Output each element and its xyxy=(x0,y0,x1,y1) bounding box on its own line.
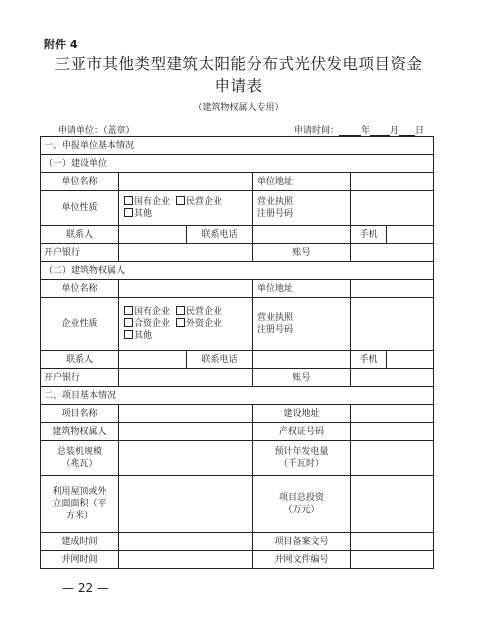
day-label: 日 xyxy=(415,126,425,136)
unit-name-label: 单位名称 xyxy=(41,173,119,191)
application-form-table xyxy=(40,136,434,569)
unit-address-label: 单位地址 xyxy=(253,173,351,191)
month-label: 月 xyxy=(390,126,400,136)
owner-phone-label: 联系电话 xyxy=(187,351,253,369)
phone-field[interactable] xyxy=(253,226,351,244)
checkbox-icon[interactable] xyxy=(176,318,185,327)
grid-time-field[interactable] xyxy=(119,551,253,569)
option-private[interactable]: 民营企业 xyxy=(174,196,222,208)
owner-contact-label: 联系人 xyxy=(41,351,119,369)
build-time-field[interactable] xyxy=(119,533,253,551)
option-state-owned[interactable]: 国有企业 xyxy=(122,196,170,208)
roof-area-field[interactable] xyxy=(119,476,253,533)
owner-name-label: 单位名称 xyxy=(41,280,119,298)
owner-mobile-field[interactable] xyxy=(387,351,434,369)
enterprise-nature-options xyxy=(119,298,253,351)
record-no-field[interactable] xyxy=(351,533,434,551)
license-field[interactable] xyxy=(351,191,434,226)
option-private[interactable]: 民营企业 xyxy=(174,306,222,318)
owner-phone-field[interactable] xyxy=(253,351,351,369)
option-other[interactable]: 其他 xyxy=(122,208,152,220)
application-time xyxy=(294,123,424,136)
owner-license-field[interactable] xyxy=(351,298,434,351)
bank-field[interactable] xyxy=(119,244,253,262)
owner-label: 建筑物权属人 xyxy=(41,423,119,441)
year-label: 年 xyxy=(361,126,371,136)
owner-mobile-label: 手机 xyxy=(351,351,387,369)
owner-contact-field[interactable] xyxy=(119,351,187,369)
form-subtitle: （建筑物权属人专用） xyxy=(193,103,284,113)
checkbox-icon[interactable] xyxy=(124,330,133,339)
time-label: 申请时间： xyxy=(294,126,340,136)
contact-label: 联系人 xyxy=(41,226,119,244)
unit-name-field[interactable] xyxy=(119,173,253,191)
checkbox-icon[interactable] xyxy=(124,306,133,315)
form-title-line2: 申请表 xyxy=(214,77,263,95)
account-label: 账号 xyxy=(253,244,351,262)
mobile-field[interactable] xyxy=(387,226,434,244)
unit-nature-options xyxy=(119,191,253,226)
capacity-label: 总装机规模 （兆瓦） xyxy=(41,441,119,476)
unit-address-field[interactable] xyxy=(351,173,434,191)
month-blank[interactable] xyxy=(370,126,390,136)
section-1-title: 一、申报单位基本情况 xyxy=(41,137,434,155)
annex-label: 附件 4 xyxy=(44,38,78,51)
option-foreign[interactable]: 外资企业 xyxy=(174,318,222,330)
checkbox-icon[interactable] xyxy=(124,196,133,205)
account-field[interactable] xyxy=(351,244,434,262)
grid-doc-field[interactable] xyxy=(351,551,434,569)
roof-area-label: 利用屋顶或外 立面面积（平 方米） xyxy=(41,476,119,533)
grid-time-label: 并网时间 xyxy=(41,551,119,569)
owner-field[interactable] xyxy=(119,423,253,441)
build-address-field[interactable] xyxy=(351,405,434,423)
investment-field[interactable] xyxy=(351,476,434,533)
page-number: — 22 — xyxy=(62,581,109,595)
owner-license-label: 营业执照 注册号码 xyxy=(253,298,351,351)
investment-label: 项目总投资 （万元） xyxy=(253,476,351,533)
subsection-1-title: （一）建设单位 xyxy=(41,155,434,173)
day-blank[interactable] xyxy=(399,126,415,136)
bank-label: 开户银行 xyxy=(41,244,119,262)
checkbox-icon[interactable] xyxy=(124,208,133,217)
owner-bank-label: 开户银行 xyxy=(41,369,119,387)
owner-name-field[interactable] xyxy=(119,280,253,298)
project-name-field[interactable] xyxy=(119,405,253,423)
option-joint-venture[interactable]: 合资企业 xyxy=(122,318,170,330)
project-name-label: 项目名称 xyxy=(41,405,119,423)
cert-no-field[interactable] xyxy=(351,423,434,441)
year-blank[interactable] xyxy=(339,126,361,136)
build-time-label: 建成时间 xyxy=(41,533,119,551)
option-state-owned[interactable]: 国有企业 xyxy=(122,306,170,318)
unit-nature-label: 单位性质 xyxy=(41,191,119,226)
capacity-field[interactable] xyxy=(119,441,253,476)
contact-field[interactable] xyxy=(119,226,187,244)
checkbox-icon[interactable] xyxy=(176,306,185,315)
license-label: 营业执照 注册号码 xyxy=(253,191,351,226)
cert-no-label: 产权证号码 xyxy=(253,423,351,441)
form-title-line1: 三亚市其他类型建筑太阳能分布式光伏发电项目资金 xyxy=(54,55,423,73)
build-address-label: 建设地址 xyxy=(253,405,351,423)
owner-address-field[interactable] xyxy=(351,280,434,298)
annual-output-label: 预计年发电量 （千瓦时） xyxy=(253,441,351,476)
mobile-label: 手机 xyxy=(351,226,387,244)
owner-account-field[interactable] xyxy=(351,369,434,387)
checkbox-icon[interactable] xyxy=(124,318,133,327)
owner-bank-field[interactable] xyxy=(119,369,253,387)
checkbox-icon[interactable] xyxy=(176,196,185,205)
annual-output-field[interactable] xyxy=(351,441,434,476)
option-other[interactable]: 其他 xyxy=(122,330,152,342)
grid-doc-label: 并网文件编号 xyxy=(253,551,351,569)
owner-account-label: 账号 xyxy=(253,369,351,387)
subsection-2-title: （二）建筑物权属人 xyxy=(41,262,434,280)
record-no-label: 项目备案文号 xyxy=(253,533,351,551)
applicant-label: 申请单位：（盖章） xyxy=(58,126,135,136)
enterprise-nature-label: 企业性质 xyxy=(41,298,119,351)
owner-address-label: 单位地址 xyxy=(253,280,351,298)
section-2-title: 二、项目基本情况 xyxy=(41,387,434,405)
phone-label: 联系电话 xyxy=(187,226,253,244)
